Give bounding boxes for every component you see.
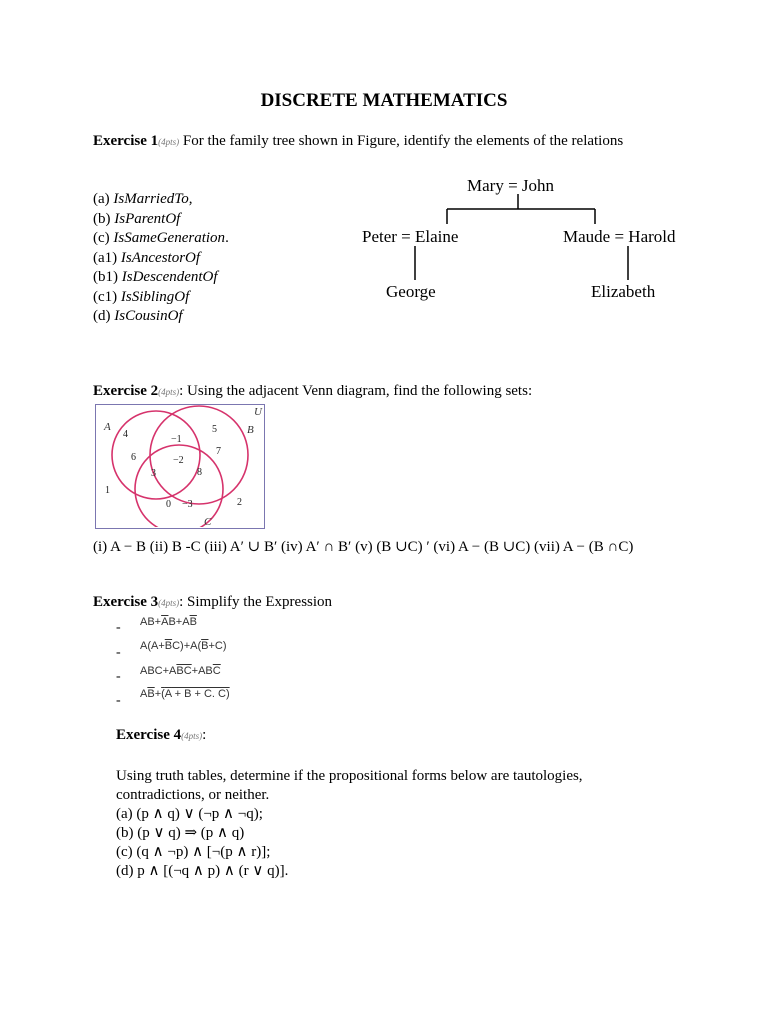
exercise-1-text: For the family tree shown in Figure, identify the elements of the relations — [179, 133, 624, 149]
relation-item: (c) IsSameGeneration. — [93, 230, 229, 246]
page-title: DISCRETE MATHEMATICS — [260, 90, 508, 111]
venn-label-a: A — [104, 421, 111, 433]
exercise-1-heading — [93, 133, 623, 150]
venn-value: −1 — [171, 434, 182, 445]
exercise-4-heading — [116, 727, 206, 744]
expression-2: $A(A+\overline{B}C)+A(\overline{B}+C)$ — [140, 640, 227, 652]
exercise-3-label: Exercise 3 — [93, 594, 159, 610]
venn-value: 0 — [166, 499, 171, 510]
venn-value: 6 — [131, 452, 136, 463]
tree-right-couple: Maude = Harold — [563, 227, 676, 246]
venn-value: 2 — [237, 497, 242, 508]
expression-4: $A\overline{B}+(A + B + C$. C) — [140, 688, 230, 700]
exercise-2-label: Exercise 2 — [93, 383, 159, 399]
exercise-3-text: : Simplify the Expression — [179, 594, 333, 610]
exercise-4-colon: : — [202, 727, 207, 743]
venn-value: 7 — [216, 446, 221, 457]
venn-value: 8 — [197, 467, 202, 478]
proposition-item: (b) (p ∨ q) ⇒ (p ∧ q) — [116, 825, 245, 841]
relations-list — [93, 190, 229, 327]
venn-value: 1 — [105, 485, 110, 496]
venn-value: −3 — [182, 499, 193, 510]
exercise-2-question: (i) A − B (ii) B -C (iii) A′ ∪ B′ (iv) A′ ∩ B′ (v) (B ∪C) ′ (vi) A − (B ∪C) (vii) A − (B ∩C) — [93, 539, 634, 555]
proposition-item: (c) (q ∧ ¬p) ∧ [¬(p ∧ r)]; — [116, 844, 271, 860]
venn-label-u: U — [254, 406, 262, 418]
relation-item: (a) IsMarriedTo, — [93, 191, 193, 207]
exercise-3-heading — [93, 594, 332, 611]
tree-root-couple: Mary = John — [467, 176, 555, 195]
exercise-4-body — [116, 767, 583, 881]
list-dash: - — [116, 620, 121, 635]
list-dash: - — [116, 669, 121, 684]
relation-item: (c1) IsSiblingOf — [93, 288, 190, 305]
relation-item: (b) IsParentOf — [93, 210, 181, 227]
expression-1: $AB+\overline{A}B+A\overline{B}$ — [140, 616, 197, 628]
exercise-2-text: : Using the adjacent Venn diagram, find the following sets: — [179, 383, 533, 399]
tree-left-couple: Peter = Elaine — [362, 227, 459, 246]
venn-value: −2 — [173, 455, 184, 466]
relation-item: (d) IsCousinOf — [93, 308, 183, 324]
exercise-3-points: (4pts) — [158, 598, 180, 608]
expressions-list — [116, 614, 416, 714]
venn-value: 4 — [123, 429, 128, 440]
exercise-4-label: Exercise 4 — [116, 727, 182, 743]
proposition-item: (a) (p ∧ q) ∨ (¬p ∧ ¬q); — [116, 806, 263, 822]
venn-label-c: C — [204, 516, 212, 527]
family-tree — [355, 172, 700, 307]
venn-diagram — [95, 404, 265, 529]
exercise-2-points: (4pts) — [158, 387, 180, 397]
list-dash: - — [116, 693, 121, 708]
relation-item: (b1) IsDescendentOf — [93, 269, 218, 285]
proposition-item: (d) p ∧ [(¬q ∧ p) ∧ (r ∨ q)]. — [116, 863, 289, 879]
exercise-4-points: (4pts) — [181, 731, 203, 741]
tree-right-child: Elizabeth — [591, 282, 656, 301]
exercise-4-intro: Using truth tables, determine if the propositional forms below are tautologies, — [116, 768, 583, 784]
venn-value: 3 — [151, 468, 156, 479]
list-dash: - — [116, 645, 121, 660]
exercise-2-heading — [93, 383, 532, 400]
venn-circles — [96, 405, 263, 527]
tree-left-child: George — [386, 282, 436, 301]
venn-value: 5 — [212, 424, 217, 435]
exercise-1-points: (4pts) — [158, 137, 180, 147]
expression-3: $ABC+A\overline{BC}+AB\overline{C}$ — [140, 665, 221, 677]
exercise-4-intro: contradictions, or neither. — [116, 787, 270, 803]
venn-label-b: B — [247, 424, 254, 436]
exercise-1-label: Exercise 1 — [93, 133, 159, 149]
relation-item: (a1) IsAncestorOf — [93, 249, 201, 266]
